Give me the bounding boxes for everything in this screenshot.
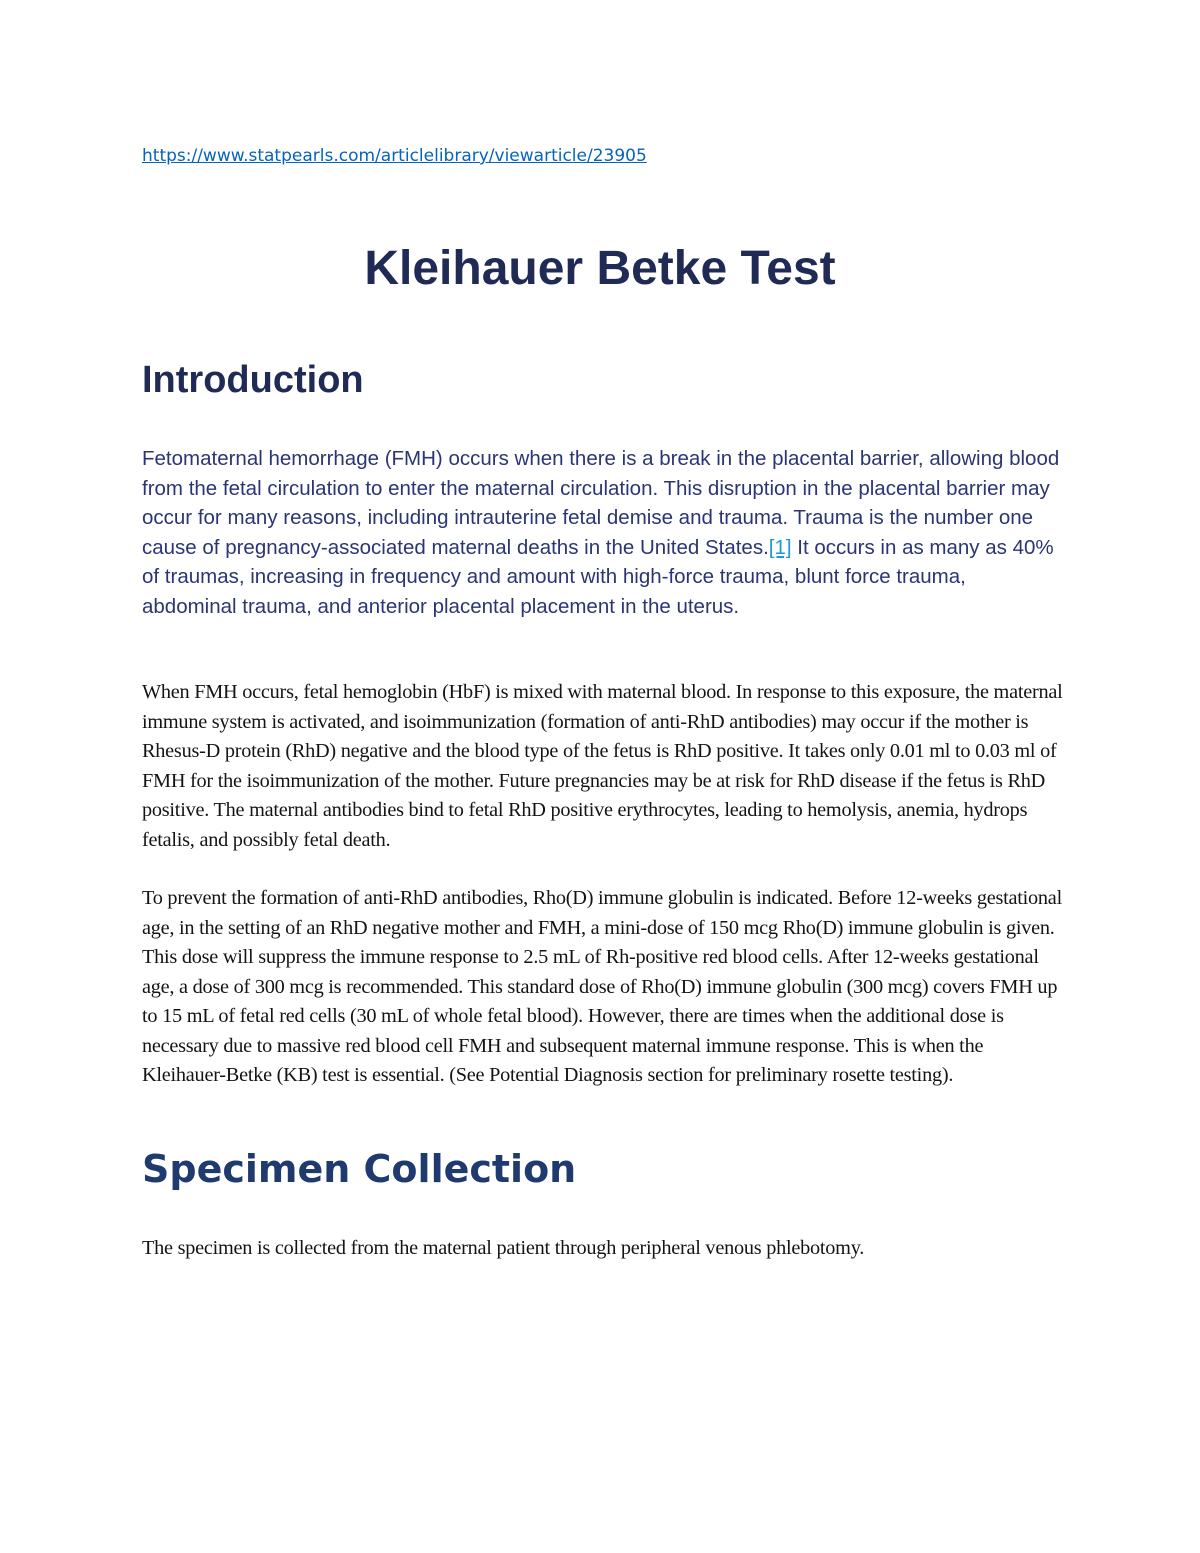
document-title: Kleihauer Betke Test xyxy=(364,242,836,295)
introduction-text-after-ref: It occurs in as many as 40% of traumas, increasing in frequency and amount with high-force trauma, blunt force trauma, abdominal trauma, and anterior placental placement in the uterus. xyxy=(142,535,1054,618)
source-url-link[interactable]: https://www.statpearls.com/articlelibrary/viewarticle/23905 xyxy=(142,146,647,166)
specimen-collection-paragraph: The specimen is collected from the maternal patient through peripheral venous phlebotomy. xyxy=(142,1237,865,1259)
introduction-paragraph xyxy=(142,444,1062,622)
introduction-heading: Introduction xyxy=(142,359,364,401)
fmh-paragraph: When FMH occurs, fetal hemoglobin (HbF) is mixed with maternal blood. In response to this exposure, the maternal immune system is activated, and isoimmunization (formation of anti-RhD antibodies) may occur if the mother is Rhesus-D protein (RhD) negative and the blood type of the fetus is RhD positive. It takes only 0.01 ml to 0.03 ml of FMH for the isoimmunization of the mother. Future pregnancies may be at risk for RhD disease if the fetus is RhD positive. The maternal antibodies bind to fetal RhD positive erythrocytes, leading to hemolysis, anemia, hydrops fetalis, and possibly fetal death. xyxy=(142,681,1063,851)
introduction-text-before-ref: Fetomaternal hemorrhage (FMH) occurs when there is a break in the placental barrier, allowing blood from the fetal circulation to enter the maternal circulation. This disruption in the placental barrier may occur for many reasons, including intrauterine fetal demise and trauma. Trauma is the number one cause of pregnancy-associated maternal deaths in the United States. xyxy=(142,447,1060,559)
specimen-collection-heading: Specimen Collection xyxy=(142,1147,577,1191)
prevention-paragraph: To prevent the formation of anti-RhD antibodies, Rho(D) immune globulin is indicated. Before 12-weeks gestational age, in the setting of an RhD negative mother and FMH, a mini-dose of 150 mcg Rho(D) immune globulin is given. This dose will suppress the immune response to 2.5 mL of Rh-positive red blood cells. After 12-weeks gestational age, a dose of 300 mcg is recommended. This standard dose of Rho(D) immune globulin (300 mcg) covers FMH up to 15 mL of fetal red cells (30 mL of whole fetal blood). However, there are times when the additional dose is necessary due to massive red blood cell FMH and subsequent maternal immune response. This is when the Kleihauer-Betke (KB) test is essential. (See Potential Diagnosis section for preliminary rosette testing). xyxy=(142,887,1062,1086)
reference-link-1[interactable]: [1] xyxy=(768,535,792,559)
